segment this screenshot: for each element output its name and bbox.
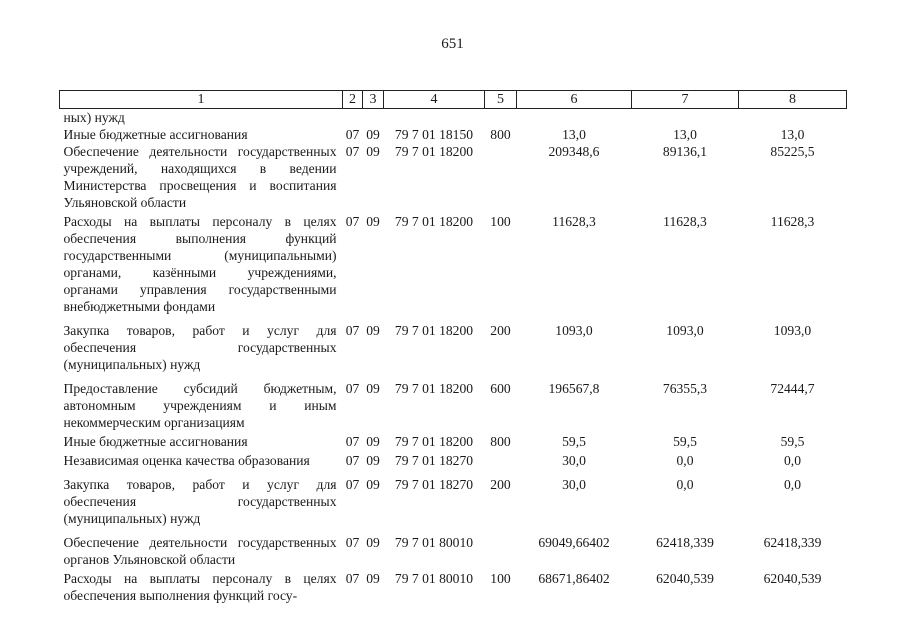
table-row (60, 373, 847, 431)
row-subsection: 09 (366, 571, 380, 586)
row-expense-type: 600 (490, 381, 511, 396)
row-expense-type: 100 (490, 571, 511, 586)
column-header: 8 (739, 91, 847, 109)
row-expense-type: 800 (490, 434, 511, 449)
row-target-article: 79 7 01 18200 (394, 323, 474, 338)
table-row (60, 315, 847, 373)
row-amount-col7: 1093,0 (666, 323, 704, 338)
row-amount-col8: 0,0 (784, 453, 801, 468)
row-target-article: 79 7 01 18270 (394, 453, 474, 468)
row-subsection: 09 (366, 535, 380, 550)
row-amount-col8: 59,5 (780, 434, 805, 449)
row-subsection: 09 (366, 323, 380, 338)
row-subsection: 09 (366, 434, 380, 449)
row-amount-col7: 62040,539 (656, 571, 714, 586)
table-row (60, 469, 847, 527)
table-row (60, 109, 847, 127)
row-description: Закупка товаров, работ и услуг для обеспечения государственных (муниципальных) нужд (63, 323, 337, 372)
row-section: 07 (345, 535, 360, 550)
table-body (60, 109, 847, 605)
row-amount-col6: 1093,0 (555, 323, 593, 338)
table-row (60, 568, 847, 604)
column-header: 6 (517, 91, 632, 109)
table-row (60, 527, 847, 568)
row-amount-col8: 72444,7 (770, 381, 815, 396)
row-description: Закупка товаров, работ и услуг для обеспечения государственных (муниципальных) нужд (63, 477, 337, 526)
row-section: 07 (345, 434, 360, 449)
table-header-row (60, 91, 847, 109)
row-amount-col6: 30,0 (562, 453, 586, 468)
table-row (60, 450, 847, 469)
column-header: 2 (343, 91, 363, 109)
row-amount-col7: 89136,1 (662, 144, 708, 159)
row-subsection: 09 (366, 127, 380, 142)
budget-table (59, 90, 847, 604)
row-description: Расходы на выплаты персоналу в целях обеспечения выполнения функций государственными (муниципальными) органами, казёнными учреждениями, органами управления государственными внебюджетными фондами (63, 214, 337, 314)
row-amount-col7: 11628,3 (663, 214, 707, 229)
row-subsection: 09 (366, 477, 380, 492)
row-amount-col7: 62418,339 (656, 535, 714, 550)
page-number: 651 (441, 36, 464, 52)
row-amount-col8: 62040,539 (763, 571, 822, 586)
row-section: 07 (345, 477, 360, 492)
row-target-article: 79 7 01 18270 (394, 477, 474, 492)
row-description: Обеспечение деятельности государственных органов Ульяновской области (63, 535, 337, 567)
row-expense-type: 800 (490, 127, 511, 142)
row-amount-col6: 13,0 (562, 127, 586, 142)
row-expense-type: 200 (490, 323, 511, 338)
row-expense-type (485, 527, 517, 568)
table-row (60, 126, 847, 143)
row-description: Независимая оценка качества образования (63, 453, 310, 468)
row-subsection: 09 (366, 214, 380, 229)
row-section: 07 (345, 323, 360, 338)
row-amount-col8 (739, 109, 847, 127)
row-description: ных) нужд (63, 110, 125, 125)
row-section: 07 (345, 127, 360, 142)
row-target-article: 79 7 01 18200 (394, 434, 474, 449)
row-section (343, 109, 363, 127)
row-amount-col6: 209348,6 (548, 144, 600, 159)
column-header: 3 (363, 91, 384, 109)
row-target-article (384, 109, 485, 127)
row-amount-col6: 11628,3 (552, 214, 596, 229)
row-expense-type: 100 (490, 214, 511, 229)
row-section: 07 (345, 381, 360, 396)
column-header: 1 (60, 91, 343, 109)
row-section: 07 (345, 144, 360, 159)
row-amount-col7: 76355,3 (662, 381, 708, 396)
row-amount-col7: 0,0 (676, 477, 694, 492)
row-target-article: 79 7 01 18150 (394, 127, 474, 142)
table-row (60, 211, 847, 315)
row-description: Иные бюджетные ассигнования (63, 434, 248, 449)
row-amount-col8: 1093,0 (773, 323, 812, 338)
row-description: Расходы на выплаты персоналу в целях обеспечения выполнения функций госу- (63, 571, 337, 603)
table-row (60, 143, 847, 211)
row-target-article: 79 7 01 18200 (394, 214, 474, 229)
row-section: 07 (345, 571, 360, 586)
row-amount-col7 (632, 109, 739, 127)
row-description: Обеспечение деятельности государственных учреждений, находящихся в ведении Министерства просвещения и воспитания Ульяновской области (63, 144, 337, 210)
column-header: 4 (384, 91, 485, 109)
row-amount-col6: 196567,8 (548, 381, 600, 396)
row-section: 07 (345, 214, 360, 229)
row-amount-col7: 13,0 (673, 127, 697, 142)
row-expense-type (485, 143, 517, 211)
row-amount-col6: 59,5 (562, 434, 586, 449)
row-subsection: 09 (366, 144, 380, 159)
row-amount-col6: 68671,86402 (538, 571, 610, 586)
row-amount-col8: 11628,3 (770, 214, 815, 229)
row-amount-col6: 69049,66402 (538, 535, 610, 550)
row-description: Иные бюджетные ассигнования (63, 127, 248, 142)
row-target-article: 79 7 01 18200 (394, 144, 474, 159)
row-target-article: 79 7 01 18200 (394, 381, 474, 396)
row-section: 07 (345, 453, 360, 468)
row-expense-type (485, 109, 517, 127)
row-expense-type: 200 (490, 477, 511, 492)
row-target-article: 79 7 01 80010 (394, 535, 474, 550)
row-subsection (363, 109, 384, 127)
column-header: 7 (632, 91, 739, 109)
row-amount-col7: 59,5 (673, 434, 697, 449)
row-amount-col8: 13,0 (780, 127, 805, 142)
row-amount-col8: 0,0 (784, 477, 801, 492)
row-amount-col8: 85225,5 (770, 144, 815, 159)
row-amount-col7: 0,0 (676, 453, 694, 468)
row-subsection: 09 (366, 381, 380, 396)
table-row (60, 431, 847, 450)
row-expense-type (485, 450, 517, 469)
column-header: 5 (485, 91, 517, 109)
row-amount-col6 (517, 109, 632, 127)
row-target-article: 79 7 01 80010 (394, 571, 474, 586)
row-description: Предоставление субсидий бюджетным, автономным учреждениям и иным некоммерческим организациям (63, 381, 337, 430)
row-amount-col8: 62418,339 (763, 535, 822, 550)
row-amount-col6: 30,0 (562, 477, 586, 492)
row-subsection: 09 (366, 453, 380, 468)
